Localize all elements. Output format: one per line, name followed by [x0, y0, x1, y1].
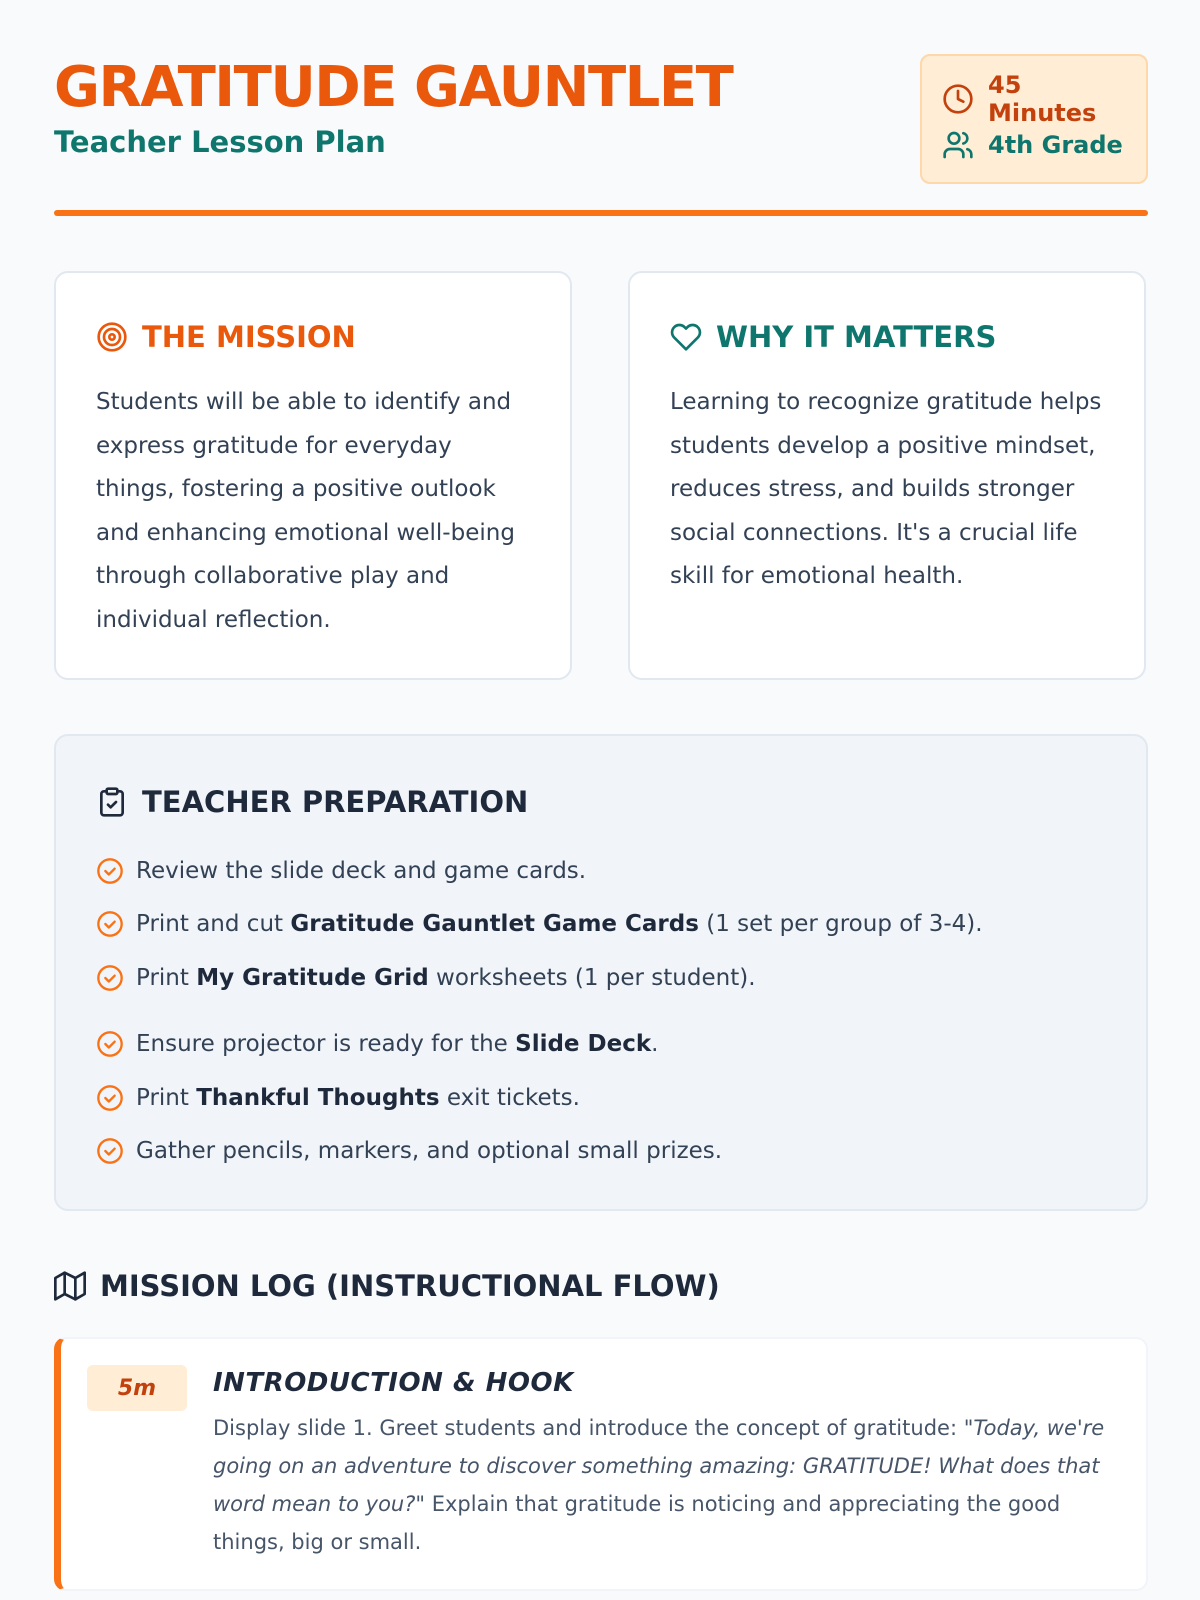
prep-item: [96, 898, 1106, 952]
clock-icon: [942, 83, 974, 115]
mission-card: [54, 271, 572, 680]
map-icon: [54, 1270, 86, 1302]
mission-heading: THE MISSION: [142, 320, 356, 354]
prep-item-text: Ensure projector is ready for the Slide Deck.: [136, 1031, 659, 1058]
step-quote: "Today, we're going on an adventure to discover something amazing: GRATITUDE! What does that word mean to you?": [213, 1416, 1105, 1516]
step-time-badge: 5m: [87, 1365, 187, 1411]
clipboard-check-icon: [96, 786, 128, 818]
mission-text: Students will be able to identify and express gratitude for everyday things, fostering a positive outlook and enhancing emotional well-being through collaborative play and individual reflection.: [96, 389, 515, 633]
prep-item: [96, 951, 1106, 1005]
check-circle-icon: [96, 1030, 124, 1058]
header: [54, 0, 1148, 218]
prep-heading: TEACHER PREPARATION: [142, 785, 529, 819]
check-circle-icon: [96, 910, 124, 938]
prep-checklist: [96, 844, 1106, 1178]
check-circle-icon: [96, 857, 124, 885]
teacher-preparation-section: [54, 734, 1148, 1211]
grade-label: 4th Grade: [988, 131, 1123, 159]
why-it-matters-card: [628, 271, 1146, 680]
page-subtitle: Teacher Lesson Plan: [54, 125, 386, 159]
mission-log-header: [54, 1264, 720, 1308]
prep-item-text: Print My Gratitude Grid worksheets (1 per student).: [136, 964, 756, 991]
page-title: GRATITUDE GAUNTLET: [54, 55, 733, 120]
why-card-header: [670, 315, 1104, 359]
prep-item-text: Print Thankful Thoughts exit tickets.: [136, 1084, 580, 1111]
grade-row: [942, 122, 1126, 168]
prep-item: [96, 844, 1106, 898]
prep-item: [96, 1071, 1106, 1125]
prep-item-text: Review the slide deck and game cards.: [136, 857, 587, 884]
step-title: INTRODUCTION & HOOK: [213, 1368, 574, 1398]
prep-item: [96, 1125, 1106, 1179]
mission-log-heading: MISSION LOG (INSTRUCTIONAL FLOW): [100, 1269, 720, 1303]
check-circle-icon: [96, 964, 124, 992]
lesson-plan-page: [54, 0, 1148, 1554]
instruction-step: [54, 1337, 1148, 1591]
prep-item-text: Print and cut Gratitude Gauntlet Game Cards (1 set per group of 3-4).: [136, 911, 983, 938]
why-text: Learning to recognize gratitude helps students develop a positive mindset, reduces stress, and builds stronger social connections. It's a crucial life skill for emotional health.: [670, 389, 1102, 589]
prep-item: [96, 1018, 1106, 1072]
heart-icon: [670, 321, 702, 353]
step-description: Display slide 1. Greet students and introduce the concept of gratitude: "Today, we're going on an adventure to discover something amazing: GRATITUDE! What does that word mean to you?" Explain that gratitude is noticing and appreciating the good things, big or small.: [213, 1416, 1105, 1554]
mission-card-header: [96, 315, 530, 359]
prep-header: [96, 780, 1106, 824]
duration-row: [942, 71, 1126, 127]
lesson-meta-box: [920, 54, 1148, 184]
prep-item-text: Gather pencils, markers, and optional small prizes.: [136, 1138, 723, 1165]
check-circle-icon: [96, 1084, 124, 1112]
why-heading: WHY IT MATTERS: [716, 320, 997, 354]
duration-label: 45 Minutes: [988, 71, 1097, 127]
target-icon: [96, 321, 128, 353]
header-divider: [54, 210, 1148, 216]
check-circle-icon: [96, 1137, 124, 1165]
users-icon: [942, 129, 974, 161]
